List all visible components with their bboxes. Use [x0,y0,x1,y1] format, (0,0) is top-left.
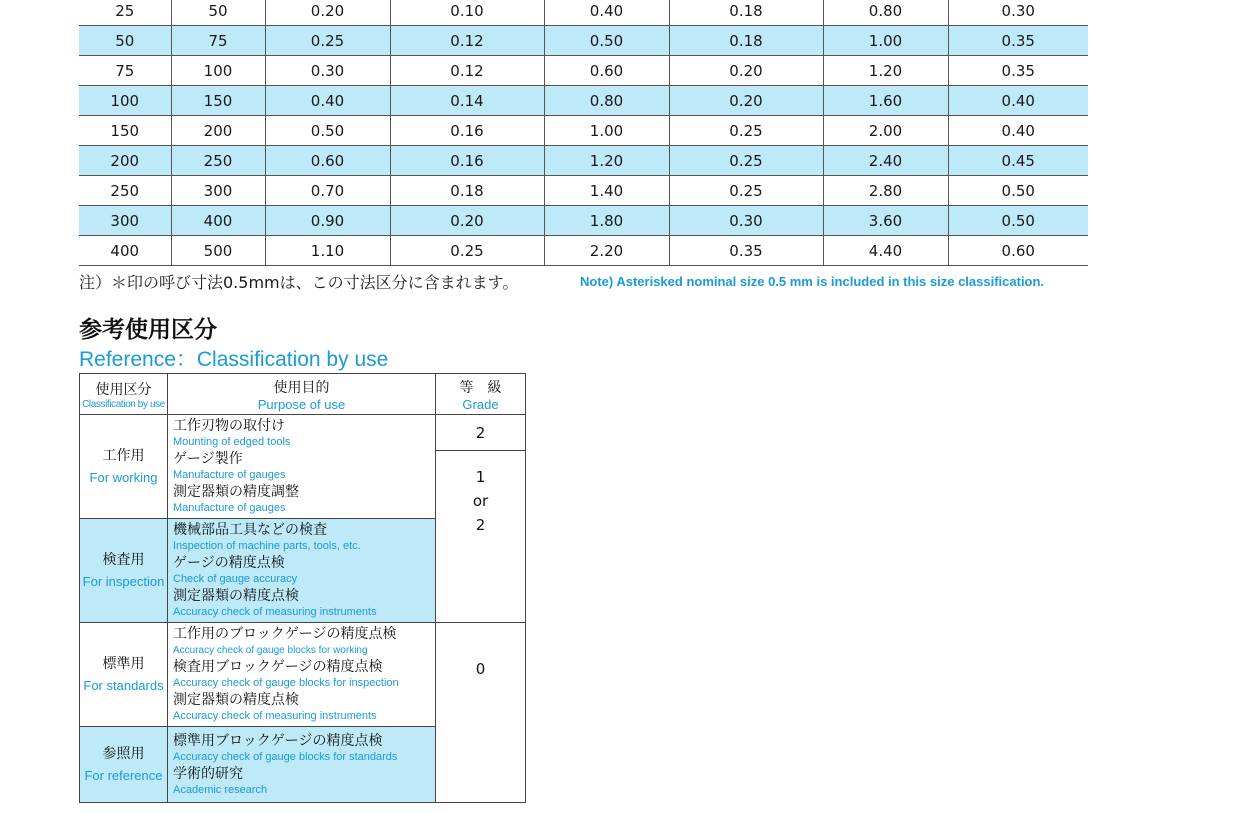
purpose-jp: ゲージの精度点検 [173,555,285,571]
size-table-cell: 150 [79,116,171,146]
size-table-cell: 3.60 [823,206,948,236]
note-english: Note) Asterisked nominal size 0.5 mm is included in this size classification. [580,274,1045,289]
purpose-jp: 標準用ブロックゲージの精度点検 [173,732,383,749]
size-table-cell: 0.30 [265,56,390,86]
size-table-cell: 250 [171,146,265,176]
size-table-cell: 1.10 [265,236,390,266]
size-table-cell: 0.35 [948,56,1088,86]
size-table-cell: 50 [79,26,171,56]
size-table-cell: 0.25 [669,176,823,206]
size-table-cell: 1.40 [544,176,669,206]
category-en: For reference [84,767,163,783]
header-category-en: Classification by use [82,398,165,410]
purpose-en: Manufacture of gauges [173,502,286,514]
purpose-jp: 機械部品工具などの検査 [173,522,327,538]
size-table-cell: 0.16 [390,146,544,176]
size-table-cell: 2.00 [823,116,948,146]
header-category-jp: 使用区分 [95,381,152,398]
size-table-row [79,0,1088,26]
size-table-cell: 0.50 [265,116,390,146]
purpose-reference [168,727,436,803]
category-standards [80,623,168,727]
category-en: For inspection [82,573,165,589]
size-table-cell: 400 [79,236,171,266]
purpose-item [173,417,435,450]
size-table-cell: 0.80 [544,86,669,116]
purpose-item [173,483,435,516]
use-row-working [80,415,526,451]
size-table-cell: 0.20 [390,206,544,236]
size-table-cell: 0.50 [948,176,1088,206]
size-table-cell: 0.70 [265,176,390,206]
grade-cell-2: 2 [436,415,526,451]
size-table-cell: 300 [171,176,265,206]
size-table-cell: 2.20 [544,236,669,266]
use-row-standards [80,623,526,727]
category-jp: 参照用 [102,745,145,762]
size-table-cell: 0.20 [669,86,823,116]
size-table-cell: 500 [171,236,265,266]
grade-value: 2 [475,516,486,534]
size-table-row [79,56,1088,86]
size-table-row [79,206,1088,236]
size-table-cell: 1.20 [544,146,669,176]
size-table-cell: 0.25 [390,236,544,266]
size-table-cell: 100 [79,86,171,116]
size-table-cell: 250 [79,176,171,206]
size-table-cell: 0.50 [948,206,1088,236]
size-table-cell: 0.90 [265,206,390,236]
size-table-cell: 0.80 [823,0,948,26]
purpose-en: Inspection of machine parts, tools, etc. [173,540,361,552]
purpose-item [173,691,435,724]
section-title-english: Reference：Classification by use [79,348,389,371]
category-en: For standards [83,677,164,693]
size-table-cell: 0.18 [669,26,823,56]
purpose-jp: ゲージ製作 [173,451,243,467]
size-table-cell: 0.20 [265,0,390,26]
size-table-cell: 0.18 [390,176,544,206]
purpose-jp: 測定器類の精度点検 [173,692,299,708]
size-table-cell: 150 [171,86,265,116]
purpose-item [173,625,435,658]
category-en: For working [89,469,158,485]
purpose-en: Mounting of edged tools [173,436,291,448]
size-table-row [79,116,1088,146]
purpose-en: Accuracy check of gauge blocks for inspection [173,677,399,689]
grade-or: or [472,492,489,510]
note-japanese: 注）＊印の呼び寸法0.5mmは、この寸法区分に含まれます。 [79,273,519,292]
grade-value: 1 [475,468,486,486]
size-table-cell: 25 [79,0,171,26]
purpose-en: Check of gauge accuracy [173,573,298,585]
size-table-cell: 1.00 [823,26,948,56]
size-table-cell: 0.50 [544,26,669,56]
size-table-row [79,26,1088,56]
header-category [80,374,168,415]
header-purpose [168,374,436,415]
purpose-standards [168,623,436,727]
size-table-cell: 0.45 [948,146,1088,176]
size-table-cell: 0.30 [669,206,823,236]
size-table-cell: 0.40 [265,86,390,116]
size-table-cell: 0.25 [265,26,390,56]
size-table-cell: 300 [79,206,171,236]
purpose-en: Accuracy check of measuring instruments [173,710,377,722]
size-table-cell: 0.35 [669,236,823,266]
size-table-cell: 75 [171,26,265,56]
size-table-cell: 0.60 [265,146,390,176]
purpose-jp: 測定器類の精度調整 [173,484,299,500]
size-table-cell: 1.60 [823,86,948,116]
size-table-cell: 0.30 [948,0,1088,26]
grade-cell-1-or-2 [436,451,526,623]
size-table-cell: 100 [171,56,265,86]
purpose-item [173,587,435,620]
purpose-en: Academic research [173,783,268,796]
category-inspection [80,519,168,623]
category-reference [80,727,168,803]
purpose-en: Accuracy check of gauge blocks for working [173,645,368,656]
size-table-cell: 0.16 [390,116,544,146]
size-table-row [79,146,1088,176]
header-grade [436,374,526,415]
size-table-cell: 0.25 [669,146,823,176]
category-jp: 工作用 [102,447,145,464]
size-table-cell: 75 [79,56,171,86]
category-working [80,415,168,519]
size-table-cell: 0.35 [948,26,1088,56]
size-table-cell: 2.80 [823,176,948,206]
size-table-cell: 0.10 [390,0,544,26]
header-grade-jp: 等 級 [459,379,502,396]
size-table-cell: 0.60 [948,236,1088,266]
purpose-jp: 工作用のブロックゲージの精度点検 [173,626,397,642]
size-table-cell: 0.14 [390,86,544,116]
purpose-item [173,554,435,587]
purpose-en: Manufacture of gauges [173,469,286,481]
size-table-cell: 0.25 [669,116,823,146]
section-title-japanese: 参考使用区分 [79,317,217,343]
reference-table [79,373,526,803]
size-table-cell: 0.12 [390,56,544,86]
size-table-row [79,176,1088,206]
size-table-cell: 1.20 [823,56,948,86]
size-table-cell: 0.20 [669,56,823,86]
purpose-jp: 工作刃物の取付け [173,418,285,434]
purpose-inspection [168,519,436,623]
size-table-cell: 200 [79,146,171,176]
header-purpose-jp: 使用目的 [273,379,330,396]
size-table [79,0,1088,266]
size-table-cell: 2.40 [823,146,948,176]
size-table-cell: 50 [171,0,265,26]
size-table-cell: 0.60 [544,56,669,86]
purpose-working [168,415,436,519]
purpose-item [173,450,435,483]
size-table-cell: 0.40 [948,86,1088,116]
category-jp: 検査用 [102,551,145,568]
header-purpose-en: Purpose of use [257,396,346,412]
reference-table-header [80,374,526,415]
size-table-cell: 0.40 [544,0,669,26]
size-table-cell: 0.40 [948,116,1088,146]
size-table-cell: 1.80 [544,206,669,236]
purpose-jp: 検査用ブロックゲージの精度点検 [173,659,383,675]
header-grade-en: Grade [462,396,499,412]
purpose-jp: 測定器類の精度点検 [173,588,299,604]
size-table-row [79,86,1088,116]
purpose-item [173,521,435,554]
purpose-jp: 学術的研究 [173,765,243,782]
size-table-cell: 0.18 [669,0,823,26]
purpose-item [173,732,435,765]
size-table-cell: 4.40 [823,236,948,266]
size-table-row [79,236,1088,266]
category-jp: 標準用 [102,655,145,672]
purpose-en: Accuracy check of gauge blocks for standards [173,750,398,763]
size-table-cell: 1.00 [544,116,669,146]
size-table-cell: 200 [171,116,265,146]
size-table-cell: 400 [171,206,265,236]
size-table-body [79,0,1088,266]
purpose-en: Accuracy check of measuring instruments [173,606,377,618]
size-table-cell: 0.12 [390,26,544,56]
purpose-item [173,765,435,798]
grade-cell-0: 0 [436,623,526,803]
purpose-item [173,658,435,691]
